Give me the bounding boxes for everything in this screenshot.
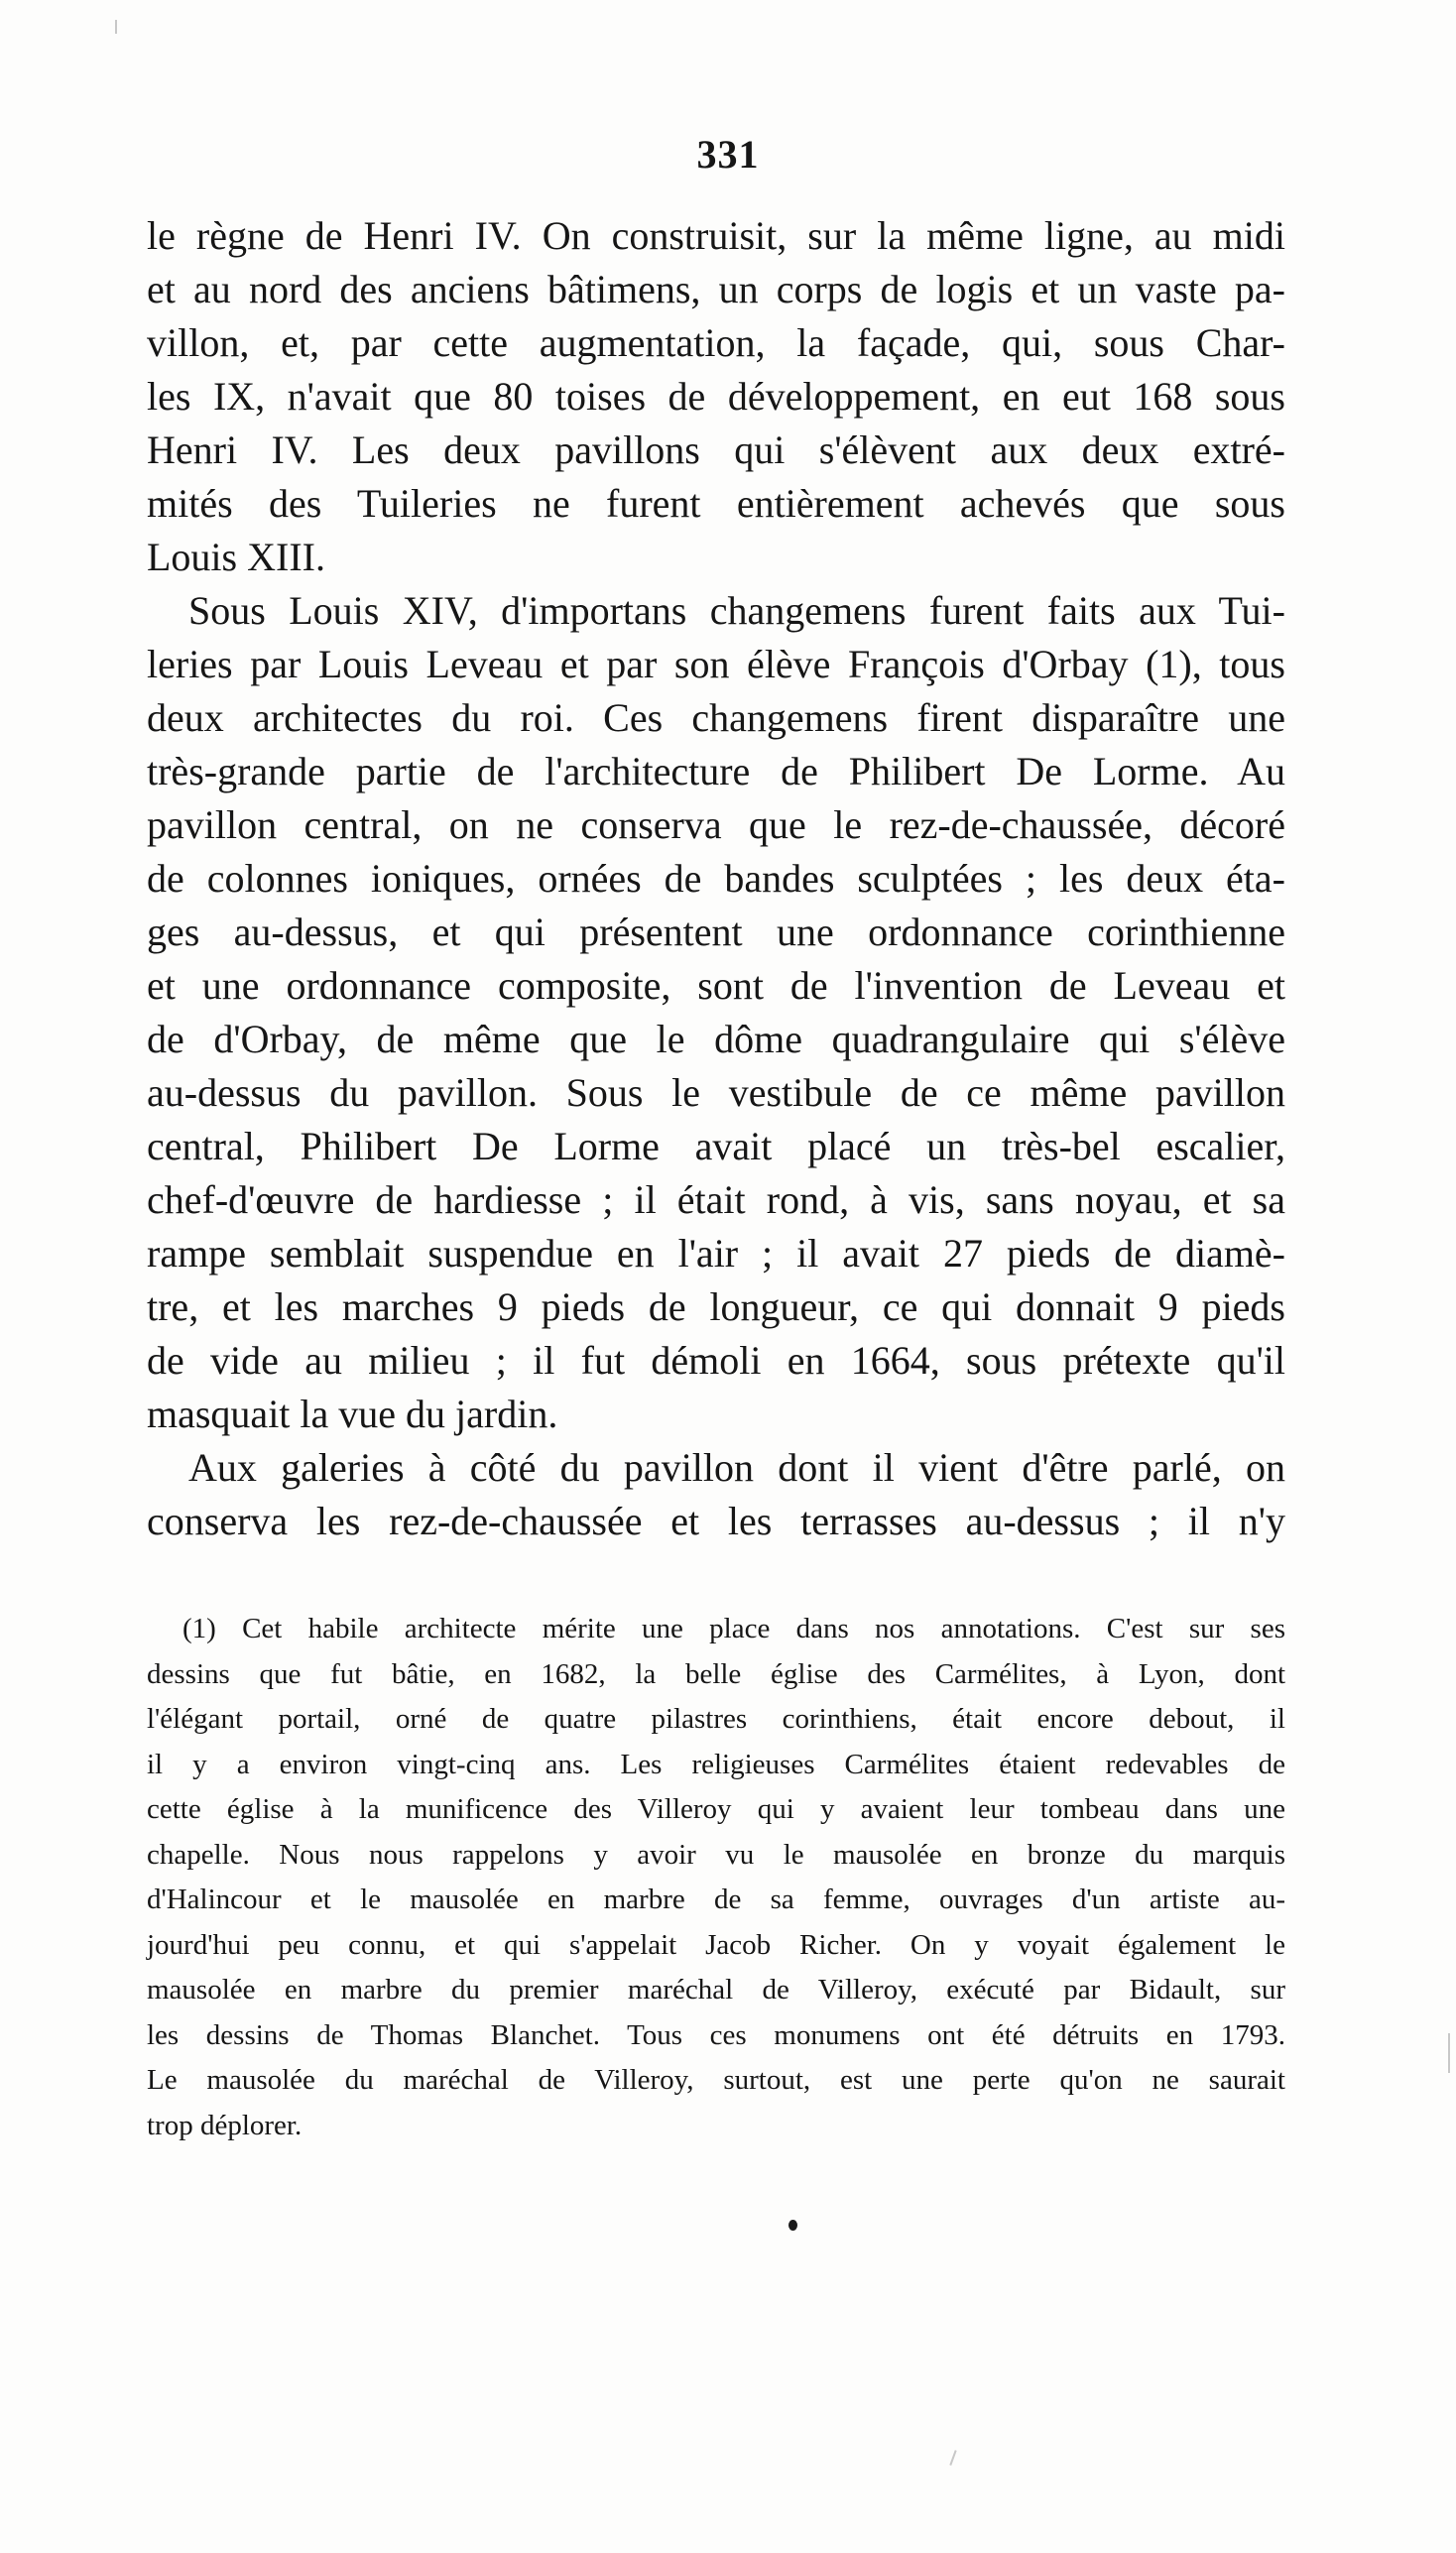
text-line: villon, et, par cette augmentation, la façade, qui, sous Char- bbox=[147, 320, 1285, 365]
footnote bbox=[147, 1607, 1285, 2148]
scan-speck bbox=[949, 2450, 956, 2466]
text-line: de d'Orbay, de même que le dôme quadrangulaire qui s'élève bbox=[147, 1017, 1285, 1061]
footnote-line: (1) Cet habile architecte mérite une place dans nos annotations. C'est sur ses bbox=[182, 1613, 1285, 1644]
footnote-line: d'Halincour et le mausolée en marbre de sa femme, ouvrages d'un artiste au- bbox=[147, 1884, 1285, 1915]
footnote-line: trop déplorer. bbox=[147, 2109, 303, 2141]
footnote-line: mausolée en marbre du premier maréchal de Villeroy, exécuté par Bidault, sur bbox=[147, 1974, 1285, 2006]
footnote-line: les dessins de Thomas Blanchet. Tous ces monumens ont été détruits en 1793. bbox=[147, 2018, 1285, 2051]
text-line: mités des Tuileries ne furent entièrement achevés que sous bbox=[147, 481, 1285, 526]
paragraph bbox=[147, 584, 1285, 1441]
text-line: les IX, n'avait que 80 toises de développement, en eut 168 sous bbox=[147, 374, 1285, 419]
page-number: 331 bbox=[696, 132, 760, 177]
footnote-line: cette église à la munificence des Villeroy qui y avaient leur tombeau dans une bbox=[147, 1793, 1285, 1825]
footnote-line: Le mausolée du maréchal de Villeroy, surtout, est une perte qu'on ne saurait bbox=[147, 2064, 1285, 2096]
text-line: de vide au milieu ; il fut démoli en 1664, sous prétexte qu'il bbox=[147, 1338, 1285, 1383]
paragraph bbox=[147, 1441, 1285, 1548]
text-line: conserva les rez-de-chaussée et les terrasses au-dessus ; il n'y bbox=[147, 1499, 1285, 1543]
text-line: deux architectes du roi. Ces changemens firent disparaître une bbox=[147, 695, 1285, 740]
footnote-line: chapelle. Nous nous rappelons y avoir vu le mausolée en bronze du marquis bbox=[147, 1838, 1285, 1871]
body-text bbox=[147, 209, 1285, 1548]
text-line: de colonnes ioniques, ornées de bandes sculptées ; les deux éta- bbox=[147, 856, 1285, 901]
text-line: chef-d'œuvre de hardiesse ; il était rond, à vis, sans noyau, et sa bbox=[147, 1177, 1285, 1222]
text-line: et au nord des anciens bâtimens, un corps de logis et un vaste pa- bbox=[147, 267, 1285, 311]
footnote-line: il y a environ vingt-cinq ans. Les religieuses Carmélites étaient redevables de bbox=[147, 1748, 1285, 1780]
text-line: central, Philibert De Lorme avait placé un très-bel escalier, bbox=[147, 1124, 1285, 1168]
text-line: Sous Louis XIV, d'importans changemens furent faits aux Tui- bbox=[188, 588, 1285, 633]
text-line: rampe semblait suspendue en l'air ; il avait 27 pieds de diamè- bbox=[147, 1231, 1285, 1276]
footnote-line: dessins que fut bâtie, en 1682, la belle église des Carmélites, à Lyon, dont bbox=[147, 1657, 1285, 1690]
text-line: Aux galeries à côté du pavillon dont il vient d'être parlé, on bbox=[188, 1445, 1285, 1490]
text-line: Louis XIII. bbox=[147, 535, 325, 579]
text-line: ges au-dessus, et qui présentent une ordonnance corinthienne bbox=[147, 910, 1285, 954]
footnote-line: l'élégant portail, orné de quatre pilastres corinthiens, était encore debout, il bbox=[147, 1703, 1285, 1735]
footnote-line: jourd'hui peu connu, et qui s'appelait Jacob Richer. On y voyait également le bbox=[147, 1928, 1285, 1961]
text-line: tre, et les marches 9 pieds de longueur, ce qui donnait 9 pieds bbox=[147, 1284, 1285, 1329]
scan-speck bbox=[115, 20, 117, 34]
scan-speck bbox=[1448, 2033, 1450, 2073]
text-line: leries par Louis Leveau et par son élève François d'Orbay (1), tous bbox=[147, 642, 1285, 686]
text-line: pavillon central, on ne conserva que le rez-de-chaussée, décoré bbox=[147, 802, 1285, 847]
paragraph bbox=[147, 209, 1285, 584]
text-line: le règne de Henri IV. On construisit, sur la même ligne, au midi bbox=[147, 213, 1285, 258]
ink-dot bbox=[789, 2220, 797, 2231]
text-line: Henri IV. Les deux pavillons qui s'élèvent aux deux extré- bbox=[147, 427, 1285, 472]
text-line: et une ordonnance composite, sont de l'invention de Leveau et bbox=[147, 963, 1285, 1008]
text-line: très-grande partie de l'architecture de Philibert De Lorme. Au bbox=[147, 749, 1285, 793]
text-line: masquait la vue du jardin. bbox=[147, 1392, 558, 1436]
text-line: au-dessus du pavillon. Sous le vestibule de ce même pavillon bbox=[147, 1070, 1285, 1115]
